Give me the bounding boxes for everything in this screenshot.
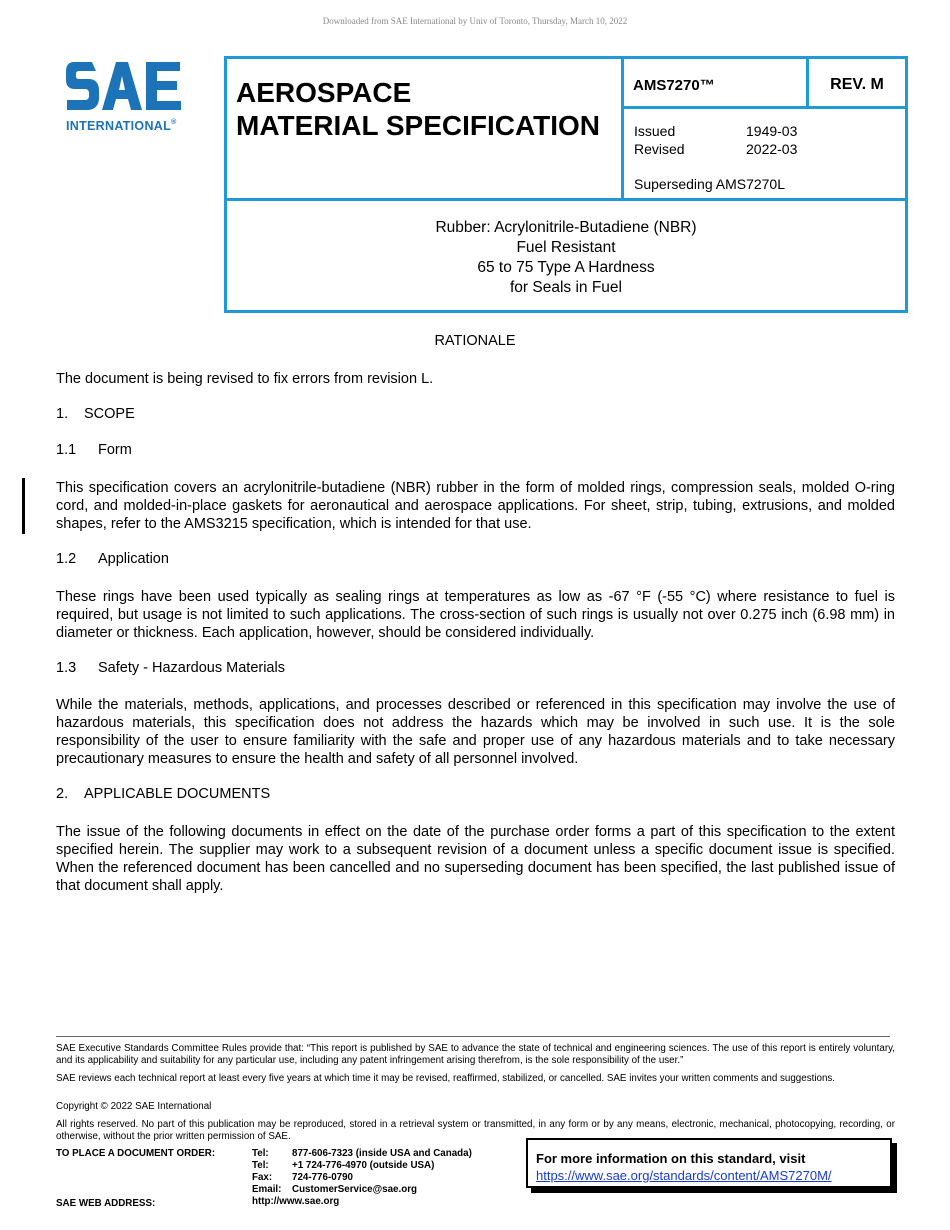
web-address-label: SAE WEB ADDRESS: [56,1198,156,1209]
web-address-link[interactable]: http://www.sae.org [252,1196,340,1207]
info-box-title: For more information on this standard, visit [536,1151,806,1166]
section-1-heading: 1. SCOPE [56,406,135,422]
footer-divider [56,1036,890,1037]
footer-review-text: SAE reviews each technical report at least every five years at which time it may be revised, reaffirmed, stabilized, or cancelled. SAE invites your written comments and suggestions. [56,1073,836,1084]
footer-rights-text: All rights reserved. No part of this publication may be reproduced, stored in a retrieval system or transmitted, in any form or by any means, electronic, mechanical, photocopying, recording, or otherwise, without the prior written permission of SAE. [56,1119,895,1142]
section-1-1-heading: 1.1 Form [56,442,132,458]
footer-rules-text: SAE Executive Standards Committee Rules provide that: “This report is published by SAE to advance the state of technical and engineering sciences. The use of this report is entirely voluntary, and its applicability and suitability for any particular use, including any patent infringement arising therefrom, is the sole responsibility of the user.” [56,1043,895,1066]
rationale-text: The document is being revised to fix errors from revision L. [56,371,434,387]
document-title: AEROSPACE MATERIAL SPECIFICATION [236,77,600,141]
section-2-text: The issue of the following documents in effect on the date of the purchase order forms a part of this specification to the extent specified herein. The supplier may work to a subsequent revision of a document unless a specific document issue is specified. When the referenced document has been cancelled and no superseding document has been specified, the last published issue of that document shall apply. [56,824,895,894]
section-1-3-text: While the materials, methods, applications, and processes described or referenced in this specification may involve the use of hazardous materials, this specification does not address the hazards which may be involved in such use. It is the sole responsibility of the user to ensure familiarity with the safe and proper use of any hazardous materials and to take necessary precautionary measures to ensure the health and safety of all personnel involved. [56,697,895,767]
revised-label: Revised [634,141,685,157]
doc-id: AMS7270™ [633,77,715,94]
section-1-2-text: These rings have been used typically as sealing rings at temperatures as low as -67 °F (-55 °C) where resistance to fuel is required, but usage is not limited to such applications. The cross-section of such rings is usually not over 0.275 inch (6.98 mm) in diameter or thickness. Each application, however, should be considered individually. [56,589,895,641]
issued-label: Issued [634,123,676,139]
order-label: TO PLACE A DOCUMENT ORDER: [56,1148,216,1159]
standard-url-link[interactable]: https://www.sae.org/standards/content/AMS7270M/ [536,1168,832,1183]
footer-copyright: Copyright © 2022 SAE International [56,1101,212,1112]
revised-value: 2022-03 [746,141,798,157]
section-1-3-heading: 1.3 Safety - Hazardous Materials [56,660,285,676]
revision-label: REV. M [830,76,884,93]
section-2-heading: 2. APPLICABLE DOCUMENTS [56,786,271,802]
email-link[interactable]: CustomerService@sae.org [292,1184,417,1195]
section-1-2-heading: 1.2 Application [56,551,169,567]
logo-subtext: INTERNATIONAL® [66,119,177,133]
document-subject: Rubber: Acrylonitrile-Butadiene (NBR) Fuel Resistant 65 to 75 Type A Hardness for Seals in Fuel [435,219,697,296]
change-bar [22,478,25,534]
superseding-note: Superseding AMS7270L [634,176,785,192]
issued-value: 1949-03 [746,123,798,139]
section-1-1-text: This specification covers an acrylonitrile-butadiene (NBR) rubber in the form of molded rings, compression seals, molded O-ring cord, and molded-in-place gaskets for aeronautical and aerospace applications. For sheet, strip, tubing, extrusions, and molded shapes, refer to the AMS3215 specification, which is intended for that use. [56,480,895,532]
rationale-heading: RATIONALE [434,333,516,349]
download-notice: Downloaded from SAE International by Univ of Toronto, Thursday, March 10, 2022 [322,16,628,26]
order-contacts: Tel: 877-606-7323 (inside USA and Canada) Tel: +1 724-776-4970 (outside USA) Fax: 724-776-0790 Email: CustomerService@sae.org http://www.sae.org [252,1148,472,1207]
